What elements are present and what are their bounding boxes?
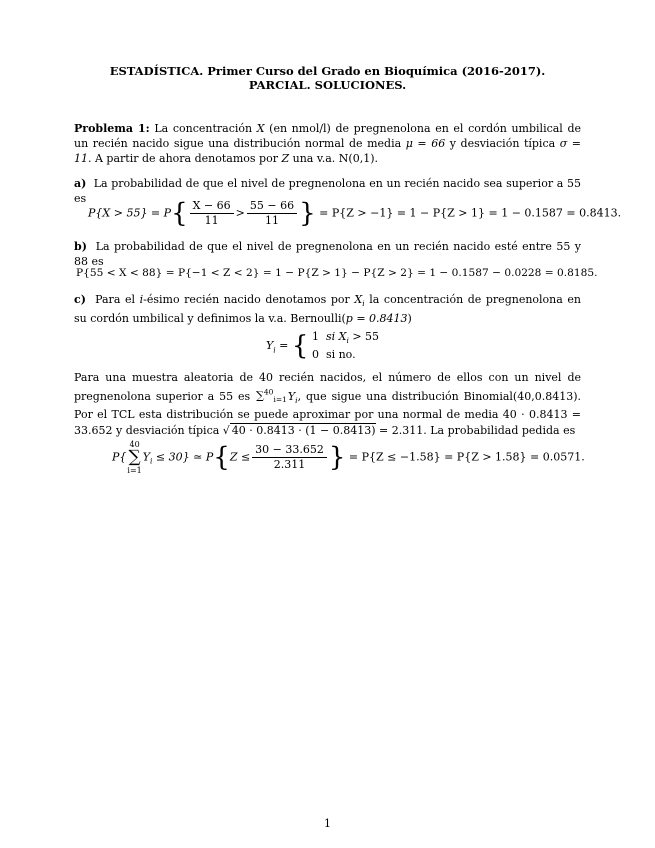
problem-statement bbox=[74, 121, 581, 166]
inline-sum: ∑$^{40}_{i=1}$ bbox=[256, 387, 287, 405]
frac-1-numerator: X − 66 bbox=[190, 199, 234, 214]
part-c-label: c) bbox=[74, 293, 86, 306]
case-1 bbox=[312, 330, 379, 348]
final-sum-top: 40 bbox=[129, 440, 140, 449]
eq-a-left: P{X > 55} = P bbox=[88, 206, 172, 220]
final-equation bbox=[112, 440, 585, 475]
fraction-2 bbox=[247, 199, 297, 228]
sigma-symbol: ∑ bbox=[128, 447, 141, 467]
part-c-text-1: Para el bbox=[95, 293, 140, 306]
part-a-label: a) bbox=[74, 177, 87, 190]
case-1-value: 1 bbox=[311, 330, 319, 343]
page-number: 1 bbox=[324, 817, 331, 830]
case-1-condition: si X bbox=[325, 330, 347, 343]
part-b-description: La probabilidad de que el nivel de pregnenolona en un recién nacido esté entre 55 y 88 es bbox=[74, 240, 581, 268]
para-yi-subscript: i bbox=[295, 395, 298, 405]
final-sum bbox=[127, 440, 141, 475]
inline-sum-bottom: i=1 bbox=[273, 395, 287, 405]
final-right-brace: } bbox=[328, 442, 346, 473]
sigma-value: σ = 11 bbox=[74, 137, 582, 165]
eq-a-right: = P{Z > −1} = 1 − P{Z > 1} = 1 − 0.1587 = 0.8413. bbox=[319, 206, 622, 220]
part-c-text-3: la concentración de pregnenolona en su cordón umbilical y definimos la v.a. Bernoulli( bbox=[74, 293, 582, 326]
intro-text-3: y desviación típica bbox=[445, 137, 560, 150]
part-b-label: b) bbox=[74, 240, 87, 253]
var-x: X bbox=[256, 122, 265, 135]
sqrt-content: 40 · 0.8413 · (1 − 0.8413) bbox=[231, 423, 376, 437]
case-2-value: 0 bbox=[311, 348, 319, 362]
final-sum-bottom: i=1 bbox=[127, 466, 142, 475]
final-fraction bbox=[252, 443, 327, 472]
title-line-2: PARCIAL. SOLUCIONES. bbox=[248, 78, 407, 92]
part-a-equation bbox=[88, 199, 621, 228]
var-z: Z bbox=[281, 152, 290, 165]
final-p: P{ bbox=[112, 450, 127, 464]
case-1-tail: > 55 bbox=[348, 330, 380, 343]
final-left-brace: { bbox=[213, 442, 230, 473]
var-i: i bbox=[139, 293, 144, 306]
title-line-1: ESTADÍSTICA. Primer Curso del Grado en Bioquímica (2016-2017). bbox=[109, 64, 546, 78]
fraction-1 bbox=[190, 199, 234, 228]
var-xi: X bbox=[354, 293, 363, 306]
gt-sign: > bbox=[235, 206, 245, 220]
final-right: = P{Z ≤ −1.58} = P{Z > 1.58} = 0.0571. bbox=[348, 450, 585, 464]
final-mid: ≤ 30} ≃ P bbox=[152, 450, 214, 464]
inline-sum-top: 40 bbox=[263, 387, 274, 397]
final-z: Z ≤ bbox=[229, 450, 251, 464]
document-title bbox=[74, 64, 581, 92]
mu-value: μ = 66 bbox=[405, 137, 446, 150]
part-b-text bbox=[74, 239, 581, 269]
part-c-text-2: -ésimo recién nacido denotamos por bbox=[143, 293, 355, 306]
xi-subscript: i bbox=[362, 299, 365, 309]
para-yi: Y bbox=[287, 389, 296, 403]
case-1-subscript: i bbox=[346, 336, 349, 346]
problem-label: Problema 1: bbox=[74, 122, 150, 135]
intro-text-4: . A partir de ahora denotamos por bbox=[88, 152, 282, 165]
frac-1-denominator: 11 bbox=[204, 214, 219, 227]
final-yi-subscript: i bbox=[150, 456, 153, 466]
part-b-equation: P{55 < X < 88} = P{−1 < Z < 2} = 1 − P{Z > 1} − P{Z > 2} = 1 − 0.1587 − 0.0228 = 0.8185. bbox=[76, 267, 598, 279]
part-c-text-4: ) bbox=[407, 312, 412, 326]
frac-2-denominator: 11 bbox=[264, 214, 279, 227]
case-2 bbox=[312, 348, 379, 362]
cases-brace: { bbox=[291, 331, 309, 362]
p-value: p = 0.8413 bbox=[345, 312, 408, 326]
final-yi: Y bbox=[142, 450, 151, 464]
para-text-1: Para una muestra aleatoria de 40 recién nacidos, el número de ellos con un nivel de pregnenolona superior a 55 es bbox=[74, 371, 581, 403]
part-c-text bbox=[74, 292, 581, 326]
final-frac-denominator: 2.311 bbox=[273, 458, 306, 471]
yi-subscript: i bbox=[273, 345, 276, 355]
part-c-paragraph: Para una muestra aleatoria de 40 recién nacidos, el número de ellos con un nivel de pregnenolona superior a 55 es $\sum^{40}_{i=1}Y_i$, que sigue una distribución Binomial(40,0.8413). Por el TCL esta distribución se puede aproximar por una normal de media 40 · 0.8413 = 33.652 y desviación típica √ 40 · 0.8413 · (1 − 0.8413) = 2.311. La probabilidad pedida es bbox=[74, 371, 581, 437]
part-a-description: La probabilidad de que el nivel de pregnenolona en un recién nacido sea superior a 55 es bbox=[74, 177, 581, 205]
final-frac-numerator: 30 − 33.652 bbox=[252, 443, 327, 458]
para-text-2: , que sigue una distribución Binomial(40,0.8413). Por el TCL esta distribución se puede aproximar por una normal de media 40 · 0.8413 = 33.652 y desviación típica bbox=[74, 389, 581, 437]
intro-text-5: una v.a. N(0,1). bbox=[289, 152, 379, 165]
intro-text-2: (en nmol/l) de pregnenolona en el cordón umbilical de un recién nacido sigue una distribución normal de media bbox=[74, 122, 581, 150]
intro-text-1: La concentración bbox=[154, 122, 257, 135]
yi-lhs: Y bbox=[266, 339, 274, 353]
cases-block bbox=[312, 330, 379, 362]
frac-2-numerator: 55 − 66 bbox=[247, 199, 297, 214]
right-brace: } bbox=[299, 198, 316, 229]
case-2-condition: si no. bbox=[325, 348, 356, 362]
yi-definition: $Y_i$ = { 1 si $X_i > 55$ 0 si no. bbox=[266, 330, 380, 362]
left-brace: { bbox=[171, 198, 188, 229]
para-text-3: = 2.311. La probabilidad pedida es bbox=[375, 423, 576, 437]
